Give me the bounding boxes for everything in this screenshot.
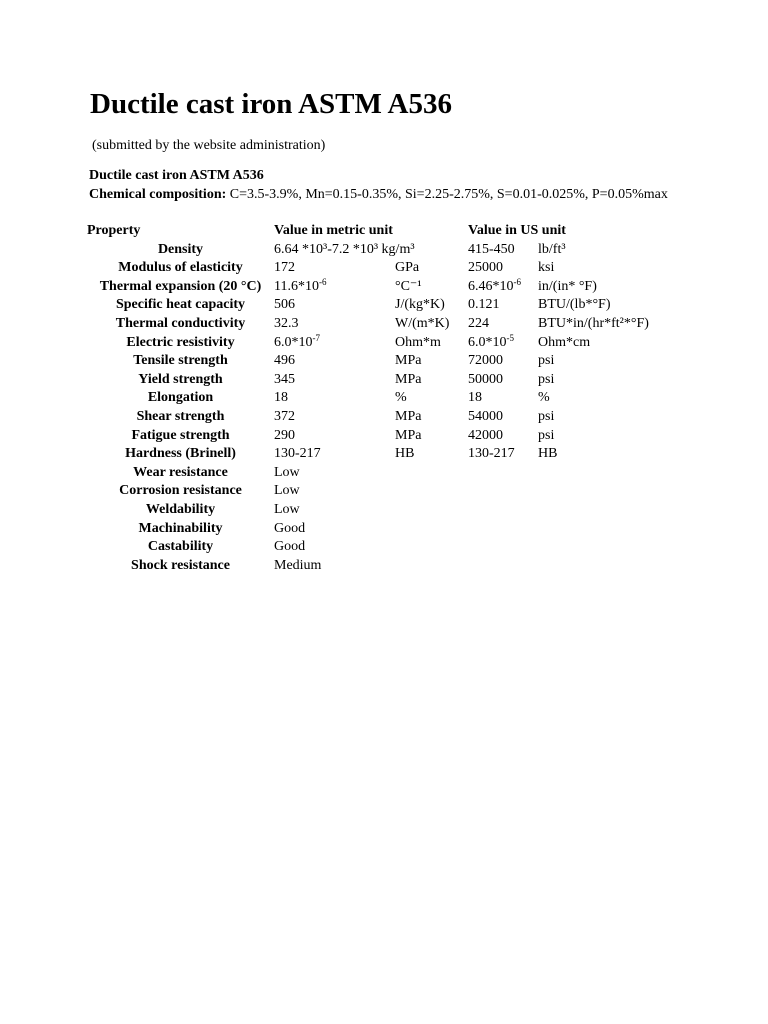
metric-value-text: Medium: [274, 557, 322, 573]
metric-value-text: 18: [274, 390, 288, 406]
metric-value: [274, 296, 395, 315]
metric-unit: [395, 352, 468, 371]
header-property: Property: [87, 223, 141, 238]
us-value: [468, 408, 538, 427]
metric-value: [274, 259, 395, 278]
us-value-text: 130-217: [468, 446, 515, 462]
property-name: [87, 482, 274, 501]
metric-value-text: Low: [274, 483, 300, 499]
metric-value-text: 11.6*10: [274, 278, 319, 294]
metric-unit: [395, 371, 468, 390]
property-name: [87, 352, 274, 371]
metric-unit-text: Ohm*m: [395, 334, 441, 350]
metric-unit: [395, 408, 468, 427]
metric-unit-text: MPa: [395, 353, 422, 369]
table-row: [87, 389, 668, 408]
us-value-text: 50000: [468, 371, 503, 387]
us-unit: [538, 278, 668, 297]
us-value: [468, 427, 538, 446]
us-unit-text: Ohm*cm: [538, 334, 591, 350]
property-name: [87, 371, 274, 390]
table-row: [87, 445, 668, 464]
metric-value-text: Low: [274, 464, 300, 480]
table-row: [87, 464, 668, 483]
metric-unit: [395, 259, 468, 278]
us-value-text: 72000: [468, 353, 503, 369]
metric-value: [274, 278, 395, 297]
us-unit-text: in/(in* °F): [538, 278, 597, 294]
us-unit: [538, 389, 668, 408]
us-unit: [538, 296, 668, 315]
us-value-text: 18: [468, 390, 482, 406]
us-value: [468, 557, 538, 576]
property-name: [87, 278, 274, 297]
us-unit: [538, 557, 668, 576]
property-name-text: Fatigue strength: [131, 427, 230, 443]
table-row: [87, 334, 668, 353]
metric-unit-text: MPa: [395, 408, 422, 424]
us-unit-text: BTU*in/(hr*ft²*°F): [538, 315, 649, 331]
metric-value-text: 172: [274, 260, 295, 276]
property-name: [87, 296, 274, 315]
property-name: [87, 408, 274, 427]
property-name: [87, 427, 274, 446]
us-unit: [538, 538, 668, 557]
property-name: [87, 520, 274, 539]
property-name-text: Specific heat capacity: [115, 297, 246, 313]
us-value: [468, 296, 538, 315]
metric-value: [274, 520, 395, 539]
metric-unit: [395, 315, 468, 334]
metric-unit-text: MPa: [395, 371, 422, 387]
metric-value-text: 6.0*10: [274, 334, 313, 350]
metric-value: [274, 538, 395, 557]
us-unit: [538, 464, 668, 483]
us-unit: [538, 315, 668, 334]
us-unit: [538, 427, 668, 446]
chemical-composition: [89, 187, 679, 204]
exponent: -6: [318, 276, 327, 287]
property-name-text: Shear strength: [136, 408, 225, 424]
us-value: [468, 501, 538, 520]
metric-unit: [395, 334, 468, 353]
table-row: [87, 557, 668, 576]
table-row: [87, 371, 668, 390]
table-row: [87, 315, 668, 334]
metric-unit-text: HB: [395, 446, 415, 462]
metric-value: [274, 352, 395, 371]
table-row: [87, 352, 668, 371]
us-value-text: 224: [468, 315, 489, 331]
metric-value: [274, 334, 395, 353]
us-value-text: 25000: [468, 260, 503, 276]
table-row: [87, 520, 668, 539]
exponent: -7: [312, 332, 320, 343]
us-value: [468, 538, 538, 557]
us-value: [468, 315, 538, 334]
us-unit-text: ksi: [538, 260, 555, 276]
property-name-text: Shock resistance: [131, 557, 230, 573]
metric-unit-text: °C⁻¹: [395, 278, 422, 294]
property-name-text: Wear resistance: [133, 464, 228, 480]
us-unit-text: %: [538, 390, 550, 406]
us-unit: [538, 482, 668, 501]
property-name-text: Tensile strength: [133, 353, 228, 369]
metric-value: [274, 557, 395, 576]
metric-value: [274, 482, 395, 501]
table-row: [87, 278, 668, 297]
us-unit-text: BTU/(lb*°F): [538, 297, 611, 313]
us-value: [468, 371, 538, 390]
us-unit: [538, 334, 668, 353]
metric-value: [274, 464, 395, 483]
property-name: [87, 259, 274, 278]
property-name: [87, 445, 274, 464]
property-name-text: Castability: [147, 539, 214, 555]
property-name-text: Weldability: [145, 501, 216, 517]
property-name-text: Electric resistivity: [126, 334, 235, 350]
us-value: [468, 259, 538, 278]
properties-table: [87, 222, 668, 575]
us-value: [468, 278, 538, 297]
us-value: 415-450: [468, 241, 515, 257]
table-row: [87, 482, 668, 501]
chemical-composition-label: Chemical composition:: [89, 187, 227, 202]
property-name: [87, 538, 274, 557]
us-unit: lb/ft³: [538, 241, 566, 257]
exponent: -6: [513, 276, 521, 287]
us-unit: [538, 371, 668, 390]
properties-table-body: [87, 241, 668, 576]
us-value: [468, 389, 538, 408]
us-value: [468, 520, 538, 539]
us-unit: [538, 520, 668, 539]
metric-value: [274, 427, 395, 446]
metric-value-text: 506: [274, 297, 295, 313]
section-heading: Ductile cast iron ASTM A536: [89, 168, 264, 183]
exponent: -5: [506, 332, 514, 343]
table-header-row: [87, 222, 668, 241]
metric-unit-text: GPa: [395, 260, 420, 276]
us-unit: [538, 408, 668, 427]
property-name-text: Machinability: [138, 520, 223, 536]
property-name: [87, 464, 274, 483]
header-us: Value in US unit: [468, 223, 566, 238]
table-row: [87, 408, 668, 427]
metric-unit-text: MPa: [395, 427, 422, 443]
metric-value: [274, 315, 395, 334]
metric-value: [274, 371, 395, 390]
property-name: [87, 389, 274, 408]
metric-value-text: Good: [274, 539, 306, 555]
metric-value-text: Low: [274, 501, 300, 517]
property-name-text: Thermal expansion (20 °C): [99, 278, 262, 294]
chemical-composition-value: C=3.5-3.9%, Mn=0.15-0.35%, Si=2.25-2.75%, S=0.01-0.025%, P=0.05%max: [226, 187, 668, 202]
metric-unit: [395, 389, 468, 408]
metric-unit: [395, 278, 468, 297]
metric-value: 6.64 *10³-7.2 *10³ kg/m³: [274, 241, 415, 257]
table-row: [87, 296, 668, 315]
us-value-text: 0.121: [468, 297, 500, 313]
metric-unit-text: J/(kg*K): [395, 297, 445, 313]
metric-unit: [395, 427, 468, 446]
table-row: [87, 538, 668, 557]
us-unit-text: HB: [538, 446, 558, 462]
property-name: [87, 557, 274, 576]
us-unit-text: psi: [538, 408, 555, 424]
us-unit-text: psi: [538, 353, 555, 369]
metric-unit-text: %: [395, 390, 407, 406]
metric-value: [274, 389, 395, 408]
property-name-text: Thermal conductivity: [115, 315, 246, 331]
metric-value-text: 32.3: [274, 315, 299, 331]
metric-unit: [395, 520, 468, 539]
table-row: [87, 501, 668, 520]
metric-value: [274, 501, 395, 520]
us-unit: [538, 352, 668, 371]
metric-unit: [395, 501, 468, 520]
submitted-by-note: (submitted by the website administration): [92, 138, 326, 153]
us-unit-text: psi: [538, 371, 555, 387]
metric-unit: [395, 538, 468, 557]
header-metric: Value in metric unit: [274, 223, 393, 238]
property-name: [87, 315, 274, 334]
property-name-text: Elongation: [147, 390, 214, 406]
property-name: [87, 334, 274, 353]
us-value: [468, 445, 538, 464]
metric-value-text: 345: [274, 371, 295, 387]
us-unit: [538, 259, 668, 278]
page-title: Ductile cast iron ASTM A536: [90, 88, 452, 120]
us-value-text: 42000: [468, 427, 503, 443]
us-value-text: 54000: [468, 408, 503, 424]
table-row: [87, 241, 668, 260]
metric-unit: [395, 482, 468, 501]
property-name-text: Modulus of elasticity: [118, 260, 243, 276]
metric-value: [274, 408, 395, 427]
table-row: [87, 427, 668, 446]
metric-unit: [395, 296, 468, 315]
property-name-text: Corrosion resistance: [119, 483, 242, 499]
metric-unit: [395, 557, 468, 576]
property-name-text: Yield strength: [138, 371, 223, 387]
metric-value-text: 496: [274, 353, 295, 369]
property-name: [87, 501, 274, 520]
metric-value-text: 130-217: [274, 446, 321, 462]
property-name: Density: [157, 241, 204, 257]
metric-unit: [395, 445, 468, 464]
us-unit: [538, 501, 668, 520]
us-value-text: 6.46*10: [468, 278, 514, 294]
us-value-text: 6.0*10: [468, 334, 507, 350]
metric-value-text: Good: [274, 520, 306, 536]
us-unit-text: psi: [538, 427, 555, 443]
us-value: [468, 482, 538, 501]
metric-value-text: 290: [274, 427, 295, 443]
metric-value: [274, 445, 395, 464]
metric-unit: [395, 464, 468, 483]
table-row: [87, 259, 668, 278]
us-value: [468, 352, 538, 371]
property-name-text: Hardness (Brinell): [125, 446, 236, 462]
us-value: [468, 334, 538, 353]
metric-value-text: 372: [274, 408, 295, 424]
us-value: [468, 464, 538, 483]
us-unit: [538, 445, 668, 464]
metric-unit-text: W/(m*K): [395, 315, 450, 331]
